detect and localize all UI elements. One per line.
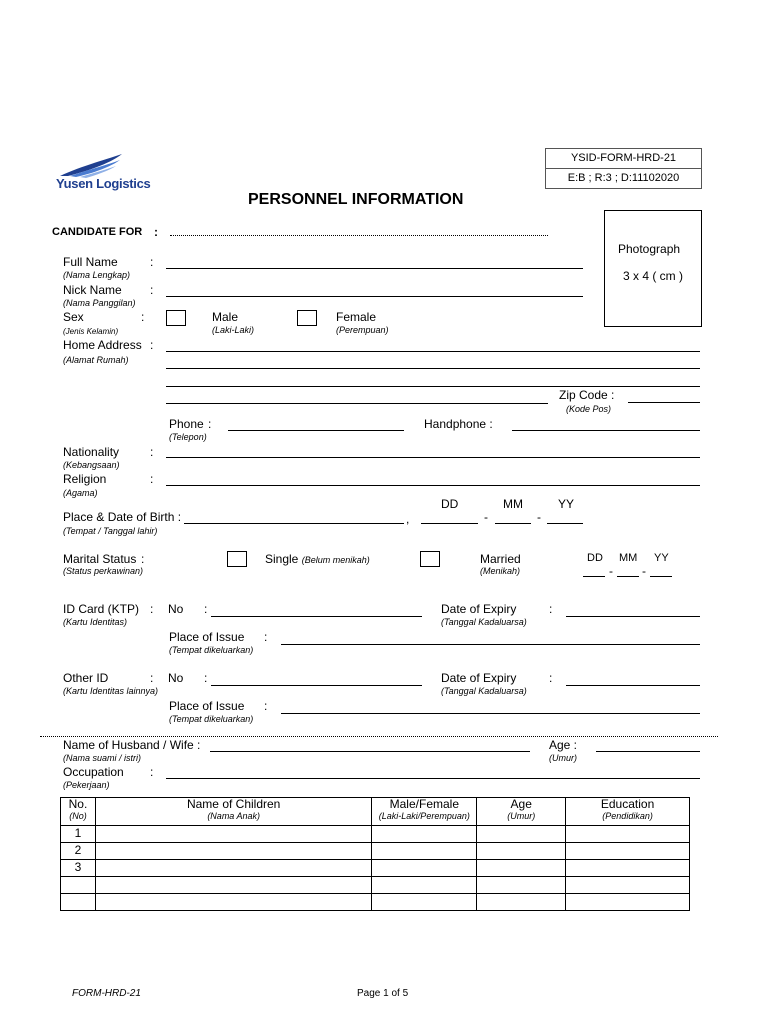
single-sub: (Belum menikah) (301, 555, 370, 565)
marital-mm-field[interactable] (617, 576, 639, 577)
male-sub: (Laki-Laki) (212, 325, 255, 335)
spouse-age-sub: (Umur) (549, 753, 577, 763)
sex-colon: : (141, 310, 145, 324)
address-line-1[interactable] (166, 351, 700, 352)
handphone-field[interactable] (512, 430, 700, 431)
single-text: Single (265, 552, 299, 566)
nick-name-field[interactable] (166, 296, 583, 297)
single-label (265, 552, 370, 567)
marital-sub: (Status perkawinan) (63, 566, 144, 576)
other-id-issue-sub: (Tempat dikeluarkan) (169, 714, 254, 724)
zip-field[interactable] (628, 402, 700, 403)
row-number: 1 (61, 826, 96, 843)
header-no: No. (No) (61, 798, 96, 826)
birth-yy-field[interactable] (547, 523, 583, 524)
child-age-cell[interactable] (477, 860, 566, 877)
id-card-issue-label: Place of Issue (169, 630, 245, 644)
header-age: Age (Umur) (477, 798, 566, 826)
page-title: PERSONNEL INFORMATION (248, 191, 464, 208)
spouse-age-field[interactable] (596, 751, 700, 752)
other-id-label: Other ID (63, 671, 109, 685)
child-gender-cell[interactable] (372, 877, 477, 894)
header-education: Education (Pendidikan) (566, 798, 690, 826)
single-checkbox[interactable] (227, 551, 247, 567)
religion-field[interactable] (166, 485, 700, 486)
child-education-cell[interactable] (566, 860, 690, 877)
address-line-2[interactable] (166, 368, 700, 369)
marital-dash-1: - (609, 564, 613, 578)
other-id-expiry-colon: : (549, 671, 553, 685)
birth-dd-field[interactable] (421, 523, 478, 524)
other-id-expiry-sub: (Tanggal Kadaluarsa) (441, 686, 527, 696)
nick-name-sub: (Nama Panggilan) (63, 298, 136, 308)
other-id-sub: (Kartu Identitas lainnya) (63, 686, 159, 696)
children-table (60, 797, 690, 911)
female-sub: (Perempuan) (336, 325, 389, 335)
child-age-cell[interactable] (477, 894, 566, 911)
birth-comma: , (406, 512, 410, 526)
female-label: Female (336, 310, 377, 324)
spouse-label: Name of Husband / Wife : (63, 738, 201, 752)
footer-form-code: FORM-HRD-21 (72, 988, 141, 999)
section-divider (40, 736, 718, 737)
full-name-label: Full Name (63, 255, 118, 269)
marital-yy-field[interactable] (650, 576, 672, 577)
other-id-expiry-label: Date of Expiry (441, 671, 517, 685)
spouse-age-label: Age : (549, 738, 578, 752)
sex-label: Sex (63, 310, 84, 324)
child-education-cell[interactable] (566, 894, 690, 911)
table-row (61, 894, 690, 911)
birth-yy-label: YY (558, 497, 575, 511)
nick-name-colon: : (150, 283, 154, 297)
id-card-expiry-colon: : (549, 602, 553, 616)
birth-label: Place & Date of Birth : (63, 510, 182, 524)
other-id-no-colon: : (204, 671, 208, 685)
table-row (61, 860, 690, 877)
home-address-colon: : (150, 338, 154, 352)
married-sub: (Menikah) (480, 566, 521, 576)
form-code-box: YSID-FORM-HRD-21 (545, 148, 702, 169)
child-age-cell[interactable] (477, 843, 566, 860)
revision-box: E:B ; R:3 ; D:11102020 (545, 168, 702, 189)
nationality-label: Nationality (63, 445, 120, 459)
marital-colon: : (141, 552, 145, 566)
other-id-issue-label: Place of Issue (169, 699, 245, 713)
phone-colon: : (208, 417, 212, 431)
id-card-sub: (Kartu Identitas) (63, 617, 128, 627)
nick-name-label: Nick Name (63, 283, 122, 297)
child-name-cell[interactable] (95, 826, 371, 843)
nationality-colon: : (150, 445, 154, 459)
other-id-colon: : (150, 671, 154, 685)
marital-dash-2: - (642, 564, 646, 578)
candidate-colon: : (154, 225, 158, 239)
company-name: Yusen Logistics (56, 176, 151, 191)
child-name-cell[interactable] (95, 894, 371, 911)
id-card-no-field[interactable] (211, 616, 422, 617)
id-card-issue-field[interactable] (281, 644, 700, 645)
other-id-no-label: No (168, 671, 184, 685)
marital-dd-field[interactable] (583, 576, 605, 577)
other-id-issue-colon: : (264, 699, 268, 713)
marital-yy-label: YY (654, 552, 669, 564)
photo-label: Photograph (618, 242, 681, 256)
phone-sub: (Telepon) (169, 432, 207, 442)
sex-sub: (Jenis Kelamin) (63, 327, 119, 336)
religion-colon: : (150, 472, 154, 486)
nationality-sub: (Kebangsaan) (63, 460, 120, 470)
nationality-field[interactable] (166, 457, 700, 458)
table-row (61, 826, 690, 843)
header-name: Name of Children (Nama Anak) (95, 798, 371, 826)
page-number: Page 1 of 5 (357, 988, 409, 999)
other-id-no-field[interactable] (211, 685, 422, 686)
full-name-field[interactable] (166, 268, 583, 269)
child-age-cell[interactable] (477, 826, 566, 843)
address-line-4[interactable] (166, 403, 548, 404)
id-card-colon: : (150, 602, 154, 616)
home-address-sub: (Alamat Rumah) (63, 355, 129, 365)
child-gender-cell[interactable] (372, 826, 477, 843)
occupation-colon: : (150, 765, 154, 779)
birth-sub: (Tempat / Tanggal lahir) (63, 526, 158, 536)
zip-label: Zip Code : (559, 388, 615, 402)
married-label: Married (480, 552, 521, 566)
row-number: 3 (61, 860, 96, 877)
child-education-cell[interactable] (566, 877, 690, 894)
address-line-3[interactable] (166, 386, 700, 387)
id-card-expiry-sub: (Tanggal Kadaluarsa) (441, 617, 527, 627)
logo-wing-icon (56, 152, 148, 178)
id-card-label: ID Card (KTP) (63, 602, 140, 616)
child-gender-cell[interactable] (372, 860, 477, 877)
occupation-sub: (Pekerjaan) (63, 780, 110, 790)
header-gender: Male/Female (Laki-Laki/Perempuan) (372, 798, 477, 826)
row-number (61, 894, 96, 911)
id-card-issue-colon: : (264, 630, 268, 644)
child-age-cell[interactable] (477, 877, 566, 894)
married-checkbox[interactable] (420, 551, 440, 567)
religion-sub: (Agama) (63, 488, 98, 498)
marital-dd-label: DD (587, 552, 603, 564)
child-gender-cell[interactable] (372, 894, 477, 911)
phone-field[interactable] (228, 430, 404, 431)
id-card-issue-sub: (Tempat dikeluarkan) (169, 645, 254, 655)
candidate-input[interactable] (170, 235, 548, 236)
birth-dash-1: - (484, 510, 488, 524)
birth-mm-field[interactable] (495, 523, 531, 524)
male-label: Male (212, 310, 239, 324)
phone-label: Phone (169, 417, 204, 431)
marital-mm-label: MM (619, 552, 638, 564)
full-name-sub: (Nama Lengkap) (63, 270, 131, 280)
id-card-no-label: No (168, 602, 184, 616)
row-number (61, 877, 96, 894)
occupation-label: Occupation (63, 765, 124, 779)
child-name-cell[interactable] (95, 843, 371, 860)
child-education-cell[interactable] (566, 826, 690, 843)
handphone-label: Handphone : (424, 417, 493, 431)
table-row (61, 877, 690, 894)
zip-sub: (Kode Pos) (566, 404, 612, 414)
occupation-field[interactable] (166, 778, 700, 779)
table-row (61, 843, 690, 860)
child-name-cell[interactable] (95, 860, 371, 877)
child-name-cell[interactable] (95, 877, 371, 894)
other-id-expiry-field[interactable] (566, 685, 700, 686)
id-card-expiry-field[interactable] (566, 616, 700, 617)
birth-dd-label: DD (441, 497, 459, 511)
marital-label: Marital Status (63, 552, 137, 566)
home-address-label: Home Address (63, 338, 142, 352)
female-checkbox[interactable] (297, 310, 317, 326)
child-education-cell[interactable] (566, 843, 690, 860)
children-table-header (61, 798, 690, 826)
religion-label: Religion (63, 472, 107, 486)
id-card-no-colon: : (204, 602, 208, 616)
spouse-sub: (Nama suami / istri) (63, 753, 142, 763)
birth-dash-2: - (537, 510, 541, 524)
photo-size: 3 x 4 ( cm ) (623, 269, 684, 283)
id-card-expiry-label: Date of Expiry (441, 602, 517, 616)
child-gender-cell[interactable] (372, 843, 477, 860)
row-number: 2 (61, 843, 96, 860)
birth-mm-label: MM (503, 497, 523, 511)
other-id-issue-field[interactable] (281, 713, 700, 714)
full-name-colon: : (150, 255, 154, 269)
male-checkbox[interactable] (166, 310, 186, 326)
company-logo (56, 152, 151, 194)
candidate-label: CANDIDATE FOR (52, 226, 143, 238)
birth-place-field[interactable] (184, 523, 404, 524)
spouse-field[interactable] (210, 751, 530, 752)
